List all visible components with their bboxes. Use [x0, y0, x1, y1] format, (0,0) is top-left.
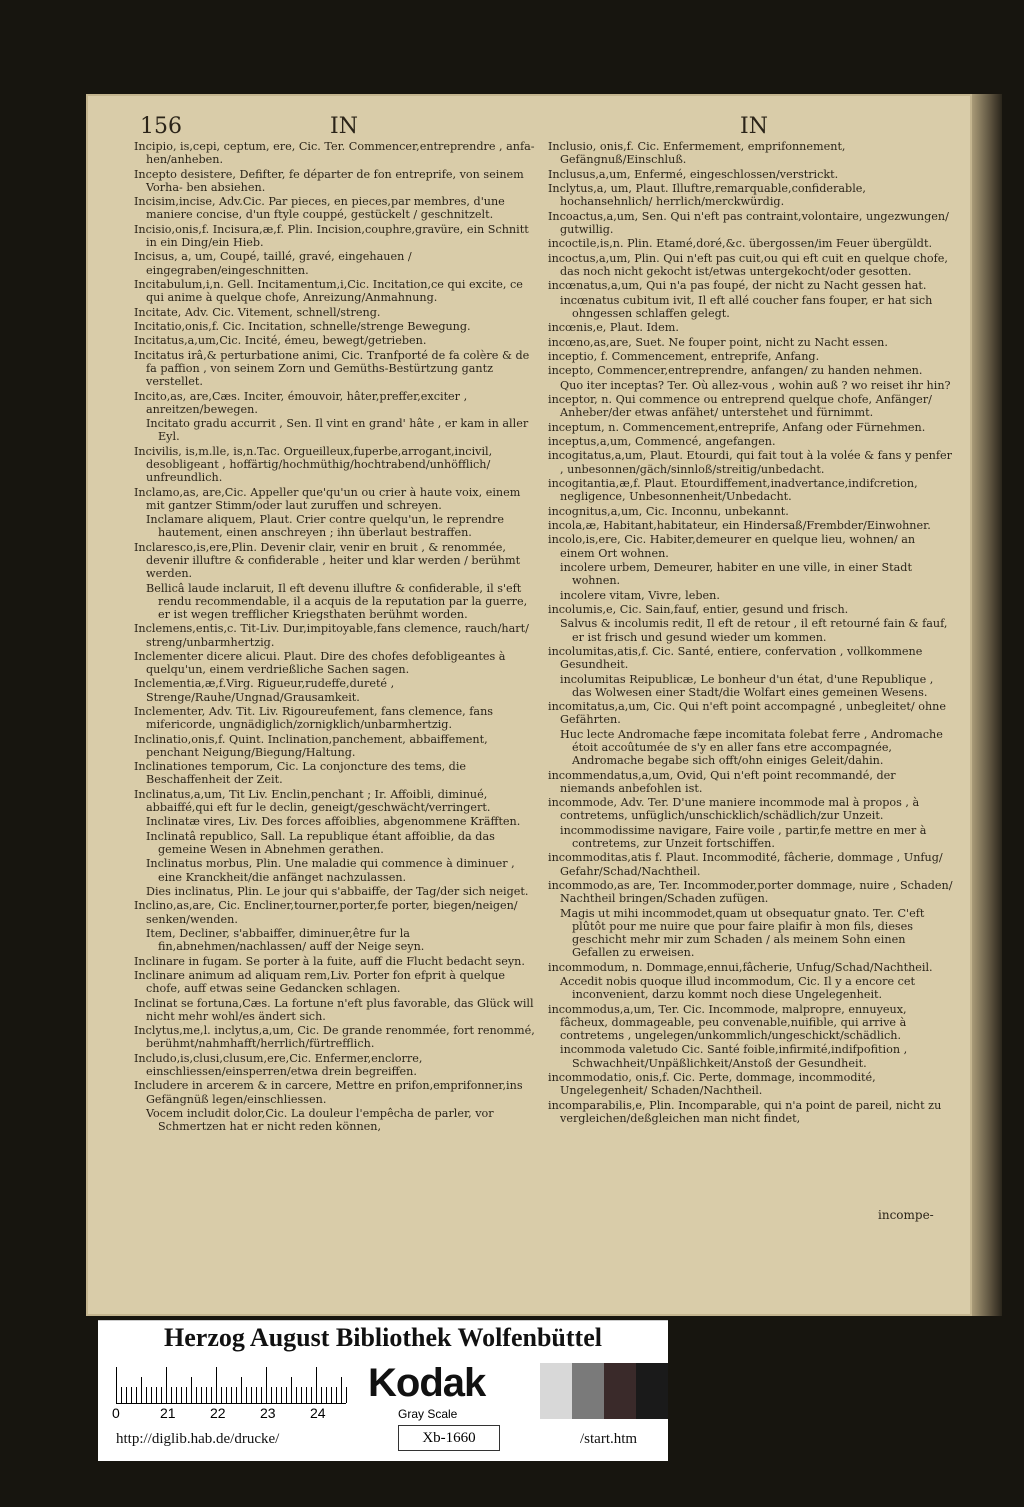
dictionary-entry: Inclusio, onis,f. Cic. Enfermement, emprifonnement, Gefängnuß/Einschluß. — [548, 140, 846, 167]
dictionary-entry: Incepto desistere, Defifter, fe départer de fon entreprife, von seinem Vorha- ben absiehen. — [134, 167, 524, 194]
dictionary-entry: Incoactus,a,um, Sen. Qui n'eft pas contraint,volontaire, ungezwungen/ gutwillig. — [548, 209, 949, 236]
dictionary-entry: Incitate, Adv. Cic. Vitement, schnell/streng. — [134, 305, 381, 319]
dictionary-entry: Salvus & incolumis redit, Il eft de retour , il eft retourné fain & fauf, er ist frisch und gesund wieder um kommen. — [560, 617, 948, 644]
ruler-tick — [216, 1367, 217, 1403]
catchword: incompe- — [878, 1208, 934, 1222]
dictionary-entry: Incivilis, is,m.lle, is,n.Tac. Orgueilleux,fuperbe,arrogant,incivil, desobligeant , hoffärtig/hochmüthig/hochtrabend/unhöfflich/ unfreundlich. — [134, 444, 493, 485]
color-target-strip — [98, 1320, 668, 1461]
dictionary-entry: Item, Decliner, s'abbaiffer, diminuer,être fur la fin,abnehmen/nachlassen/ auff der Neige seyn. — [146, 927, 425, 954]
ruler-number: 21 — [160, 1405, 176, 1421]
dictionary-entry: inceptum, n. Commencement,entreprife, Anfang oder Fürnehmen. — [548, 420, 926, 434]
ruler-tick — [261, 1387, 262, 1403]
dictionary-entry: incolere urbem, Demeurer, habiter en une ville, in einer Stadt wohnen. — [560, 561, 912, 588]
dictionary-entry: inceptus,a,um, Commencé, angefangen. — [548, 435, 776, 449]
dictionary-entry: incomitatus,a,um, Cic. Qui n'eft point accompagné , unbegleitet/ ohne Gefährten. — [548, 700, 947, 727]
gray-swatch — [572, 1363, 604, 1419]
ruler-tick — [126, 1387, 127, 1403]
dictionary-entry: Inclinationes temporum, Cic. La conjoncture des tems, die Beschaffenheit der Zeit. — [134, 760, 467, 787]
dictionary-entry: Inclytus,me,l. inclytus,a,um, Cic. De grande renommée, fort renommé, berühmt/nahmhafft/herrlich/fürtrefflich. — [134, 1024, 535, 1051]
left-running-head: IN — [330, 114, 358, 139]
ruler-tick — [256, 1387, 257, 1403]
dictionary-entry: Inclementia,æ,f.Virg. Rigueur,rudeffe,dureté , Strenge/Rauhe/Ungnad/Grausamkeit. — [134, 677, 395, 704]
dictionary-entry: Inclinatâ republico, Sall. La republique étant affoiblie, da das gemeine Wesen in Abnehmen gerathen. — [146, 829, 495, 857]
ruler-tick — [231, 1387, 232, 1403]
kodak-logo: Kodak — [368, 1361, 486, 1405]
ruler-tick — [336, 1387, 337, 1403]
dictionary-entry: Includere in arcerem & in carcere, Mettre en prifon,emprifonner,ins Gefängnüß legen/einschliessen. — [134, 1079, 523, 1106]
dictionary-entry: incognitus,a,um, Cic. Inconnu, unbekannt. — [548, 504, 789, 518]
dictionary-entry: Incisim,incise, Adv.Cic. Par pieces, en pieces,par membres, d'une maniere concise, d'un ftyle couppé, gestückelt / geschnitzelt. — [134, 195, 505, 222]
dictionary-entry: Accedit nobis quoque illud incommodum, Cic. Il y a encore cet inconvenient, darzu kommt noch diese Ungelegenheit. — [560, 974, 916, 1002]
dictionary-entry: incoctus,a,um, Plin. Qui n'eft pas cuit,ou qui eft cuit en quelque chofe, das noch nicht gekocht ist/etwas untergekocht/oder gesotten. — [548, 251, 948, 278]
dictionary-entry: incommoditas,atis f. Plaut. Incommodité, fâcherie, dommage , Unfug/ Gefahr/Schad/Nachtheil. — [548, 851, 943, 878]
ruler-tick — [181, 1387, 182, 1403]
dictionary-entry: Dies inclinatus, Plin. Le jour qui s'abbaiffe, der Tag/der sich neiget. — [146, 885, 529, 899]
grayscale-swatches — [508, 1363, 668, 1419]
dictionary-entry: incola,æ, Habitant,habitateur, ein Hindersaß/Frembder/Einwohner. — [548, 519, 931, 533]
dictionary-entry: Inclinatus morbus, Plin. Une maladie qui commence à diminuer , eine Kranckheit/die anfänget nachzulassen. — [146, 857, 515, 884]
dictionary-entry: incepto, Commencer,entreprendre, anfangen/ zu handen nehmen. — [548, 364, 923, 378]
dictionary-entry: Huc lecte Andromache fæpe incomitata folebat ferre , Andromache étoit accoûtumée de s'y en aller fans etre accompagnée, Andromache begabe sich offt/ohn einiges Geleit/dahin. — [560, 727, 943, 768]
ruler-tick — [316, 1367, 317, 1403]
ruler-tick — [146, 1387, 147, 1403]
dictionary-entry: incommendatus,a,um, Ovid, Qui n'eft point recommandé, der niemands anbefohlen ist. — [548, 768, 896, 795]
dictionary-entry: Inclusus,a,um, Enfermé, eingeschlossen/verstrickt. — [548, 167, 839, 181]
dictionary-entry: Incitabulum,i,n. Gell. Incitamentum,i,Cic. Incitation,ce qui excite, ce qui anime à quelque chofe, Anreizung/Anmahnung. — [134, 277, 523, 305]
dictionary-entry: Inclinare animum ad aliquam rem,Liv. Porter fon efprit à quelque chofe, auff etwas seine Gedancken schlagen. — [134, 969, 506, 996]
ruler-tick — [116, 1367, 117, 1403]
ruler-tick — [151, 1387, 152, 1403]
dictionary-entry: inceptor, n. Qui commence ou entreprend quelque chofe, Anfänger/ Anheber/der etwas anfähet/ unterstehet und fürnimmt. — [548, 393, 932, 420]
ruler-tick — [306, 1387, 307, 1403]
ruler-tick — [196, 1387, 197, 1403]
dictionary-entry: incomparabilis,e, Plin. Incomparable, qui n'a point de pareil, nicht zu vergleichen/deßgleichen man nicht findet, — [548, 1098, 942, 1125]
dictionary-entry: Inclinatio,onis,f. Quint. Inclination,panchement, abbaiffement, penchant Neigung/Biegung/Haltung. — [134, 732, 488, 759]
right-running-head: IN — [740, 114, 768, 139]
dictionary-entry: Incipio, is,cepi, ceptum, ere, Cic. Ter. Commencer,entreprendre , anfa- hen/anheben. — [134, 140, 535, 167]
dictionary-entry: incogitantia,æ,f. Plaut. Etourdiffement,inadvertance,indifcretion, negligence, Unbesonnenheit/Unbedacht. — [548, 477, 918, 504]
ruler-tick — [131, 1387, 132, 1403]
dictionary-entry: incommodus,a,um, Ter. Cic. Incommode, malpropre, ennuyeux, fâcheux, dommageable, peu convenable,nuifible, qui arrive à contretems , ungelegen/unkommlich/ungeschickt/schädlich. — [548, 1002, 907, 1042]
ruler-tick — [206, 1387, 207, 1403]
dictionary-entry: Bellicâ laude inclaruit, Il eft devenu illuftre & confiderable, il s'eft rendu recommendable, il a acquis de la reputation par la guerre, er ist wegen trefflicher Kriegsthaten berühmt worden. — [146, 581, 528, 621]
dictionary-entry: incœnis,e, Plaut. Idem. — [548, 321, 679, 335]
ruler-tick — [156, 1387, 157, 1403]
dictionary-entry: Inclamare aliquem, Plaut. Crier contre quelqu'un, le reprendre hautement, einen anschreyen ; ihn überlaut bestraffen. — [146, 513, 505, 540]
ruler-tick — [226, 1387, 227, 1403]
ruler-number: 24 — [310, 1405, 326, 1421]
dictionary-entry: incommodissime navigare, Faire voile , partir,fe mettre en mer à contretems, zur Unzeit fortschiffen. — [560, 823, 927, 850]
dictionary-entry: Incitatus,a,um,Cic. Incité, émeu, bewegt/getrieben. — [134, 334, 427, 348]
dictionary-entry: incommodum, n. Dommage,ennui,fâcherie, Unfug/Schad/Nachtheil. — [548, 960, 933, 974]
grayscale-label: Gray Scale — [398, 1407, 458, 1421]
ruler-tick — [191, 1377, 192, 1403]
ruler-tick — [346, 1387, 347, 1403]
dictionary-entry: Inclementer, Adv. Tit. Liv. Rigoureufement, fans clemence, fans mifericorde, ungnädiglich/zornigklich/unbarmhertzig. — [134, 705, 494, 732]
dictionary-entry: Incisus, a, um, Coupé, taillé, gravé, eingehauen / eingegraben/eingeschnitten. — [134, 250, 412, 277]
gray-swatch — [636, 1363, 668, 1419]
dictionary-entry: incœno,as,are, Suet. Ne fouper point, nicht zu Nacht essen. — [548, 335, 888, 349]
dictionary-entry: incœnatus cubitum ivit, Il eft allé coucher fans fouper, er hat sich ohngessen schlaffen gelegt. — [560, 293, 933, 320]
dictionary-entry: Inclinare in fugam. Se porter à la fuite, auff die Flucht bedacht seyn. — [134, 954, 525, 968]
gray-swatch — [540, 1363, 572, 1419]
dictionary-entry: Magis ut mihi incommodet,quam ut obsequatur gnato. Ter. C'eft plûtôt pour me nuire que pour faire plaifir à mon fils, dieses geschicht mehr mir zum Schaden / als meinem Sohn einen Gefallen zu erweisen. — [560, 906, 925, 960]
ruler-tick — [166, 1367, 167, 1403]
page-number: 156 — [140, 114, 182, 139]
dictionary-entry: incommoda valetudo Cic. Santé foible,infirmité,indifpofition , Schwachheit/Unpäßlichkeit/Anstoß der Gesundheit. — [560, 1043, 908, 1070]
ruler-tick — [121, 1387, 122, 1403]
book-spine — [972, 94, 1002, 1316]
dictionary-entry: Inclinatus,a,um, Tit Liv. Enclin,penchant ; Ir. Affoibli, diminué, abbaiffé,qui eft fur le declin, geneigt/geschwächt/verringert. — [134, 787, 491, 815]
dictionary-entry: incolere vitam, Vivre, leben. — [560, 588, 720, 602]
ruler-tick — [141, 1377, 142, 1403]
dictionary-entry: Inclinatæ vires, Liv. Des forces affoiblies, abgenommene Kräfften. — [146, 815, 521, 829]
ruler-tick — [211, 1387, 212, 1403]
dictionary-entry: Incisio,onis,f. Incisura,æ,f. Plin. Incision,couphre,gravüre, ein Schnitt in ein Ding/ein Hieb. — [134, 222, 529, 249]
ruler-tick — [171, 1387, 172, 1403]
url-right: /start.htm — [580, 1431, 638, 1447]
left-column — [134, 140, 539, 1135]
ruler-tick — [176, 1387, 177, 1403]
dictionary-entry: incommodatio, onis,f. Cic. Perte, dommage, incommodité, Ungelegenheit/ Schaden/Nachtheil. — [548, 1070, 876, 1098]
ruler-tick — [326, 1387, 327, 1403]
shelfmark: Xb-1660 — [398, 1425, 500, 1451]
dictionary-entry: Inclytus,a, um, Plaut. Illuftre,remarquable,confiderable, hochansehnlich/ herrlich/merckwürdig. — [548, 181, 866, 209]
ruler-number: 23 — [260, 1405, 276, 1421]
ruler-tick — [301, 1387, 302, 1403]
ruler-tick — [201, 1387, 202, 1403]
dictionary-entry: Quo iter inceptas? Ter. Où allez-vous , wohin auß ? wo reiset ihr hin? — [560, 378, 951, 392]
ruler-tick — [221, 1387, 222, 1403]
dictionary-entry: incommode, Adv. Ter. D'une maniere incommode mal à propos , à contretems, unfüglich/unschicklich/schädlich/zur Unzeit. — [548, 796, 920, 823]
dictionary-entry: incolumitas,atis,f. Cic. Santé, entiere, confervation , vollkommene Gesundheit. — [548, 645, 923, 672]
ruler-tick — [321, 1387, 322, 1403]
dictionary-entry: Inclaresco,is,ere,Plin. Devenir clair, venir en bruit , & renommée, devenir illuftre & confiderable , heiter und klar werden / berühmt werden. — [134, 540, 521, 581]
dictionary-entry: Inclementer dicere alicui. Plaut. Dire des chofes defobligeantes à quelqu'un, einem verdrießliche Sachen sagen. — [134, 649, 506, 677]
ruler-tick — [271, 1387, 272, 1403]
dictionary-entry: Incitatio,onis,f. Cic. Incitation, schnelle/strenge Bewegung. — [134, 319, 471, 333]
ruler-number: 22 — [210, 1405, 226, 1421]
dictionary-entry: Inclinat se fortuna,Cæs. La fortune n'eft plus favorable, das Glück will nicht mehr wohl/es ändert sich. — [134, 996, 534, 1023]
gray-swatch — [508, 1363, 540, 1419]
ruler-tick — [281, 1387, 282, 1403]
ruler — [116, 1363, 346, 1404]
ruler-tick — [246, 1387, 247, 1403]
dictionary-entry: Vocem includit dolor,Cic. La douleur l'empêcha de parler, vor Schmertzen hat er nicht reden können, — [146, 1106, 494, 1134]
right-column — [548, 140, 953, 1126]
dictionary-entry: incolo,is,ere, Cic. Habiter,demeurer en quelque lieu, wohnen/ an einem Ort wohnen. — [548, 533, 916, 560]
dictionary-entry: Inclamo,as, are,Cic. Appeller que'qu'un ou crier à haute voix, einem mit gantzer Stimm/oder laut zuruffen und schreyen. — [134, 485, 521, 512]
ruler-tick — [331, 1387, 332, 1403]
dictionary-entry: incoctile,is,n. Plin. Etamé,doré,&c. übergossen/im Feuer übergüldt. — [548, 237, 932, 251]
dictionary-entry: Includo,is,clusi,clusum,ere,Cic. Enfermer,enclorre, einschliessen/einsperren/etwa drein begreiffen. — [134, 1051, 423, 1078]
ruler-tick — [236, 1387, 237, 1403]
dictionary-entry: incogitatus,a,um, Plaut. Etourdi, qui fait tout à la volée & fans y penfer , unbesonnen/gäch/sinnloß/streitig/unbedacht. — [548, 449, 952, 476]
ruler-tick — [291, 1377, 292, 1403]
ruler-tick — [161, 1387, 162, 1403]
ruler-number: 0 — [112, 1405, 120, 1421]
ruler-tick — [266, 1367, 267, 1403]
dictionary-entry: incolumis,e, Cic. Sain,fauf, entier, gesund und frisch. — [548, 603, 849, 617]
library-name: Herzog August Bibliothek Wolfenbüttel — [164, 1323, 602, 1352]
dictionary-entry: Incitato gradu accurrit , Sen. Il vint en grand' hâte , er kam in aller Eyl. — [146, 417, 529, 444]
ruler-tick — [311, 1387, 312, 1403]
ruler-tick — [296, 1387, 297, 1403]
ruler-tick — [341, 1377, 342, 1403]
ruler-tick — [276, 1387, 277, 1403]
dictionary-entry: Incito,as, are,Cæs. Inciter, émouvoir, hâter,preffer,exciter , anreitzen/bewegen. — [134, 389, 468, 416]
dictionary-entry: incommodo,as are, Ter. Incommoder,porter dommage, nuire , Schaden/ Nachtheil bringen/Schaden zufügen. — [548, 878, 953, 906]
dictionary-entry: incolumitas Reipublicæ, Le bonheur d'un état, d'une Republique , das Wolwesen einer Stadt/die Wolfart eines gemeinen Wesens. — [560, 672, 934, 699]
ruler-tick — [286, 1387, 287, 1403]
ruler-tick — [136, 1387, 137, 1403]
dictionary-entry: inceptio, f. Commencement, entreprife, Anfang. — [548, 349, 820, 363]
dictionary-entry: Inclino,as,are, Cic. Encliner,tourner,porter,fe porter, biegen/neigen/ senken/wenden. — [134, 899, 518, 926]
ruler-tick — [251, 1387, 252, 1403]
dictionary-entry: incœnatus,a,um, Qui n'a pas foupé, der nicht zu Nacht gessen hat. — [548, 279, 927, 293]
url-left: http://diglib.hab.de/drucke/ — [116, 1431, 280, 1447]
dictionary-entry: Inclemens,entis,c. Tit-Liv. Dur,impitoyable,fans clemence, rauch/hart/ streng/unbarmhertzig. — [134, 622, 529, 649]
ruler-tick — [241, 1377, 242, 1403]
dictionary-entry: Incitatus irâ,& perturbatione animi, Cic. Tranfporté de fa colère & de fa paffion , von seinem Zorn und Gemüths-Bestürtzung gantz verstellet. — [134, 348, 530, 389]
gray-swatch — [604, 1363, 636, 1419]
ruler-tick — [186, 1387, 187, 1403]
